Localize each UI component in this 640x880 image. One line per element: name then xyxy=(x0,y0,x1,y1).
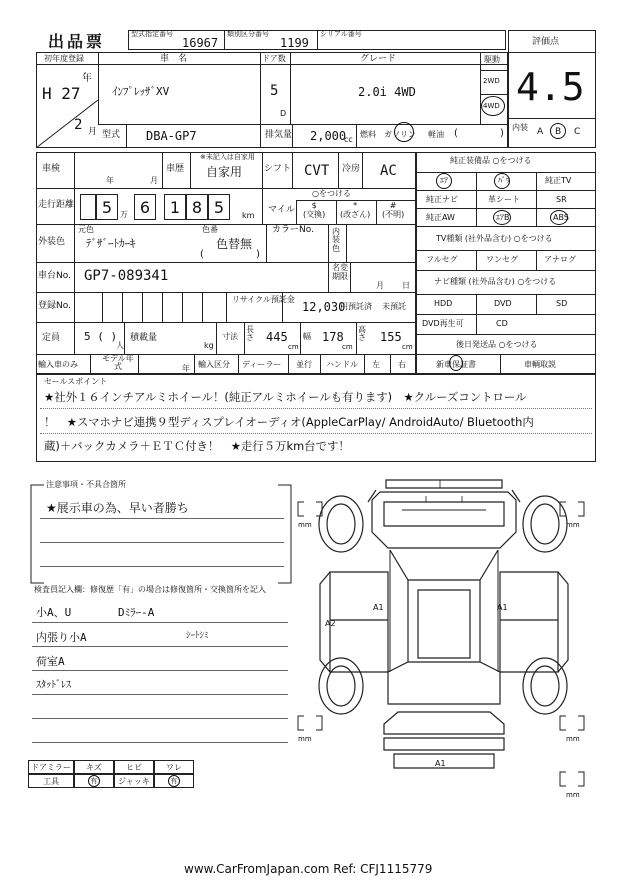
color-change-value: 色替無 xyxy=(216,237,253,251)
car-name-label: 車 名 xyxy=(160,54,188,64)
damage-mark-left-fender: A2 xyxy=(325,619,336,628)
equip-powersteer-circle xyxy=(494,173,510,189)
class-num-label: 類別区分番号 xyxy=(227,30,269,38)
usage-value: 自家用 xyxy=(206,165,243,179)
equip-aw: 純正AW xyxy=(426,213,455,222)
legend-jack-yes: 有 xyxy=(168,775,180,787)
orig-color-value: ﾃﾞｻﾞｰﾄｶｰｷ xyxy=(86,237,136,250)
inspector-label: 検査員記入欄：修復歴「有」の場合は修復箇所・交換箇所を記入 xyxy=(34,585,266,594)
shift-value: CVT xyxy=(304,163,330,179)
color-no-field: カラーNo. xyxy=(272,225,314,235)
fuel-value: ガソリン xyxy=(384,130,416,139)
capacity-unit: 人 xyxy=(116,341,124,350)
navi-dvd: DVD xyxy=(494,299,512,308)
footer-ref: www.CarFromJapan.com Ref: CFJ1115779 xyxy=(184,862,433,876)
import-label: 輸入車のみ xyxy=(38,360,78,369)
length-value: 445 xyxy=(266,330,288,344)
equip-sr: SR xyxy=(556,195,567,204)
dims-label: 寸法 xyxy=(222,332,238,341)
handle-label: ハンドル xyxy=(326,360,358,369)
circle-note: ○をつける xyxy=(312,189,351,198)
mileage-digit-3: 1 xyxy=(164,194,186,220)
grade-label: グレード xyxy=(360,54,397,64)
shift-label: シフト xyxy=(264,164,292,174)
first-reg-slash xyxy=(36,100,98,148)
equip-abs-circle xyxy=(550,210,568,225)
legend-scratch: キズ xyxy=(74,760,114,774)
inspector-line-1a: 小A、U xyxy=(36,606,72,619)
sheet-title: 出品票 xyxy=(48,32,106,51)
mile-label: マイル xyxy=(268,205,295,215)
mileage-label: 走行距離 xyxy=(38,200,75,210)
equip-abs: ABS xyxy=(553,213,569,222)
width-unit: cm xyxy=(342,343,353,351)
displacement-value: 2,000 xyxy=(310,129,347,143)
chassis-value: GP7-089341 xyxy=(84,268,169,284)
equip-aircon-circle xyxy=(436,173,452,189)
legend-break: ワレ xyxy=(154,760,194,774)
tv-fullseg: フルセグ xyxy=(426,255,458,264)
inspection-year: 年 xyxy=(106,176,114,185)
height-value: 155 xyxy=(380,330,402,344)
grade-value: 2.0i 4WD xyxy=(358,85,416,99)
displacement-label: 排気量 xyxy=(265,130,293,140)
interior-b: B xyxy=(555,127,562,137)
color-no-label: 色番 xyxy=(202,225,218,234)
mileage-modified: * (改ざん) xyxy=(340,201,371,219)
equip-powersteer: ﾊﾟﾜ xyxy=(498,176,510,185)
dealer-option: ディーラー xyxy=(242,360,282,369)
damage-mark-right-door: A1 xyxy=(497,603,508,612)
equip-aircon: ｴｱ xyxy=(440,176,448,185)
reg-label: 登録No. xyxy=(38,301,71,311)
mileage-digit-4: 8 xyxy=(186,194,208,220)
drive-4wd-circle xyxy=(481,96,505,116)
drive-4wd: 4WD xyxy=(483,102,500,110)
inspection-month: 月 xyxy=(150,176,158,185)
tv-oneseg: ワンセグ xyxy=(486,255,518,264)
interior-b-circle xyxy=(550,123,566,139)
load-label: 積載量 xyxy=(130,333,158,343)
title-change-label: 名変期限 xyxy=(332,263,348,281)
inspector-line-3: 荷室A xyxy=(36,655,65,668)
first-reg-month: 2 xyxy=(74,117,83,133)
tire-mm-rl: mm xyxy=(298,735,312,743)
warranty-doc: 新車保証書 xyxy=(436,360,476,369)
damage-mark-rear-bumper: A1 xyxy=(435,759,446,768)
capacity-label: 定員 xyxy=(42,333,61,343)
length-label: 長さ xyxy=(246,325,254,343)
serial-label: シリアル番号 xyxy=(320,30,362,38)
doors-sub: D xyxy=(280,109,287,118)
tire-mm-fr: mm xyxy=(566,521,580,529)
notes-bracket xyxy=(30,484,292,584)
doors-value: 5 xyxy=(270,83,279,99)
inspector-line-1b: Dﾐﾗｰ-A xyxy=(118,606,155,619)
legend-crack: ヒビ xyxy=(114,760,154,774)
notes-label: 注意事項・不具合箇所 xyxy=(46,480,126,489)
parallel-option: 並行 xyxy=(296,360,312,369)
light-oil-label: 軽油 xyxy=(428,130,444,139)
rating-label: 評価点 xyxy=(532,37,560,47)
drive-2wd: 2WD xyxy=(483,77,500,85)
navi-type-label: ナビ種類 (社外品含む) ○をつける xyxy=(434,277,557,286)
tv-analog: アナログ xyxy=(544,255,576,264)
mileage-man: 万 xyxy=(120,210,128,219)
legend-tools-yes: 有 xyxy=(88,775,100,787)
model-year-unit: 年 xyxy=(182,364,190,373)
interior-color-label: 内装色 xyxy=(332,227,340,253)
length-unit: cm xyxy=(288,343,299,351)
first-reg-year: H 27 xyxy=(42,84,81,103)
damage-mark-left-door: A1 xyxy=(373,603,384,612)
chassis-label: 車台No. xyxy=(38,271,71,281)
recycle-unpaid: 未預託 xyxy=(382,302,406,311)
navi-hdd: HDD xyxy=(434,299,453,308)
width-value: 178 xyxy=(322,330,344,344)
car-name: ｲﾝﾌﾟﾚｯｻﾞXV xyxy=(112,85,170,98)
doors-label: ドア数 xyxy=(262,54,286,63)
equip-airbag: ｴｱB xyxy=(496,213,510,222)
tire-mm-rr: mm xyxy=(566,735,580,743)
mileage-exchange: $ (交換) xyxy=(303,201,326,219)
ac-value: AC xyxy=(380,163,397,179)
inspection-label: 車検 xyxy=(42,164,61,174)
model-label: 型式 xyxy=(102,130,121,140)
mileage-digit-5: 5 xyxy=(208,194,230,220)
model-year-label: モデル年式 xyxy=(102,354,134,372)
class-num: 1199 xyxy=(280,36,309,50)
recycle-status: 円預託済 xyxy=(340,302,372,311)
mileage-unit: km xyxy=(242,211,255,220)
tire-mm-spare: mm xyxy=(566,791,580,799)
height-unit: cm xyxy=(402,343,413,351)
fuel-label: 燃料 xyxy=(360,130,376,139)
month-unit: 月 xyxy=(88,127,98,137)
oem-equipment-label: 純正装備品 ○をつける xyxy=(450,156,532,165)
equip-leather: 革シート xyxy=(488,195,520,204)
title-month: 月 xyxy=(376,281,384,290)
vehicle-manual: 車輌取説 xyxy=(524,360,556,369)
load-unit: kg xyxy=(204,341,214,350)
equip-tv: 純正TV xyxy=(545,176,572,185)
year-unit: 年 xyxy=(82,73,92,84)
cd-option: CD xyxy=(496,319,508,328)
handle-right: 右 xyxy=(398,360,406,369)
rating-value: 4.5 xyxy=(516,65,585,109)
import-type-label: 輸入区分 xyxy=(198,360,230,369)
type-num-label: 型式指定番号 xyxy=(131,30,173,38)
inspector-line-2a: 内張り小A xyxy=(36,631,87,644)
tire-mm-fl: mm xyxy=(298,521,312,529)
recycle-label: リサイクル預託金 xyxy=(232,295,295,304)
mileage-digit-1: 5 xyxy=(96,194,118,220)
usage-label: 車歴 xyxy=(166,164,185,174)
ac-label: 冷房 xyxy=(342,164,361,174)
sales-point-line-1: ★社外１６インチアルミホイール！(純正アルミホイールも有ります) ★クルーズコントロール xyxy=(44,390,527,404)
usage-note: ※未記入は自家用 xyxy=(200,153,255,161)
exterior-color-label: 外装色 xyxy=(38,237,66,247)
legend-door-mirror: ドアミラー xyxy=(28,760,74,774)
model-value: DBA-GP7 xyxy=(146,129,197,143)
later-ship-label: 後日発送品 ○をつける xyxy=(456,340,538,349)
inspector-line-2b: ｼｰﾄｼﾐ xyxy=(186,631,209,641)
width-label: 幅 xyxy=(303,332,311,341)
tv-type-label: TV種類 (社外品含む) ○をつける xyxy=(436,234,553,243)
drive-label: 駆動 xyxy=(484,55,500,64)
inspector-line-4: ｽﾀｯﾄﾞﾚｽ xyxy=(36,680,71,691)
legend-tools: 工具 xyxy=(28,774,74,788)
mileage-unknown: # (不明) xyxy=(382,201,405,219)
first-reg-label: 初年度登録 xyxy=(44,54,84,63)
orig-color-label: 元色 xyxy=(78,225,94,234)
warranty-circle xyxy=(449,355,463,371)
capacity-value: 5 ( ) xyxy=(84,330,118,343)
sales-point-line-3: 蔵)＋バックカメラ＋ＥＴＣ付き！ ★走行５万km台です！ xyxy=(44,439,350,453)
sales-point-label: セールスポイント xyxy=(44,377,108,386)
equip-navi: 純正ナビ xyxy=(426,195,458,204)
equip-airbag-circle xyxy=(493,210,511,225)
mileage-digit-2: 6 xyxy=(134,194,156,220)
interior-label: 内装 xyxy=(512,123,528,132)
displacement-unit: cc xyxy=(344,135,353,144)
title-day: 日 xyxy=(402,281,410,290)
interior-c: C xyxy=(574,127,581,137)
notes-line-1: ★展示車の為、早い者勝ち xyxy=(46,501,189,515)
navi-sd: SD xyxy=(556,299,568,308)
dvd-play-label: DVD再生可 xyxy=(422,319,464,328)
recycle-amount: 12,030 xyxy=(302,300,346,314)
interior-a: A xyxy=(537,127,544,137)
legend-jack: ジャッキ xyxy=(114,774,154,788)
handle-left: 左 xyxy=(372,360,380,369)
sales-point-line-2: ！ ★スマホナビ連携９型ディスプレイオーディオ(AppleCarPlay/ AndroidAuto/ Bluetooth内 xyxy=(44,415,534,429)
fuel-circle xyxy=(394,122,414,142)
type-num: 16967 xyxy=(182,36,219,50)
height-label: 高さ xyxy=(358,325,366,343)
